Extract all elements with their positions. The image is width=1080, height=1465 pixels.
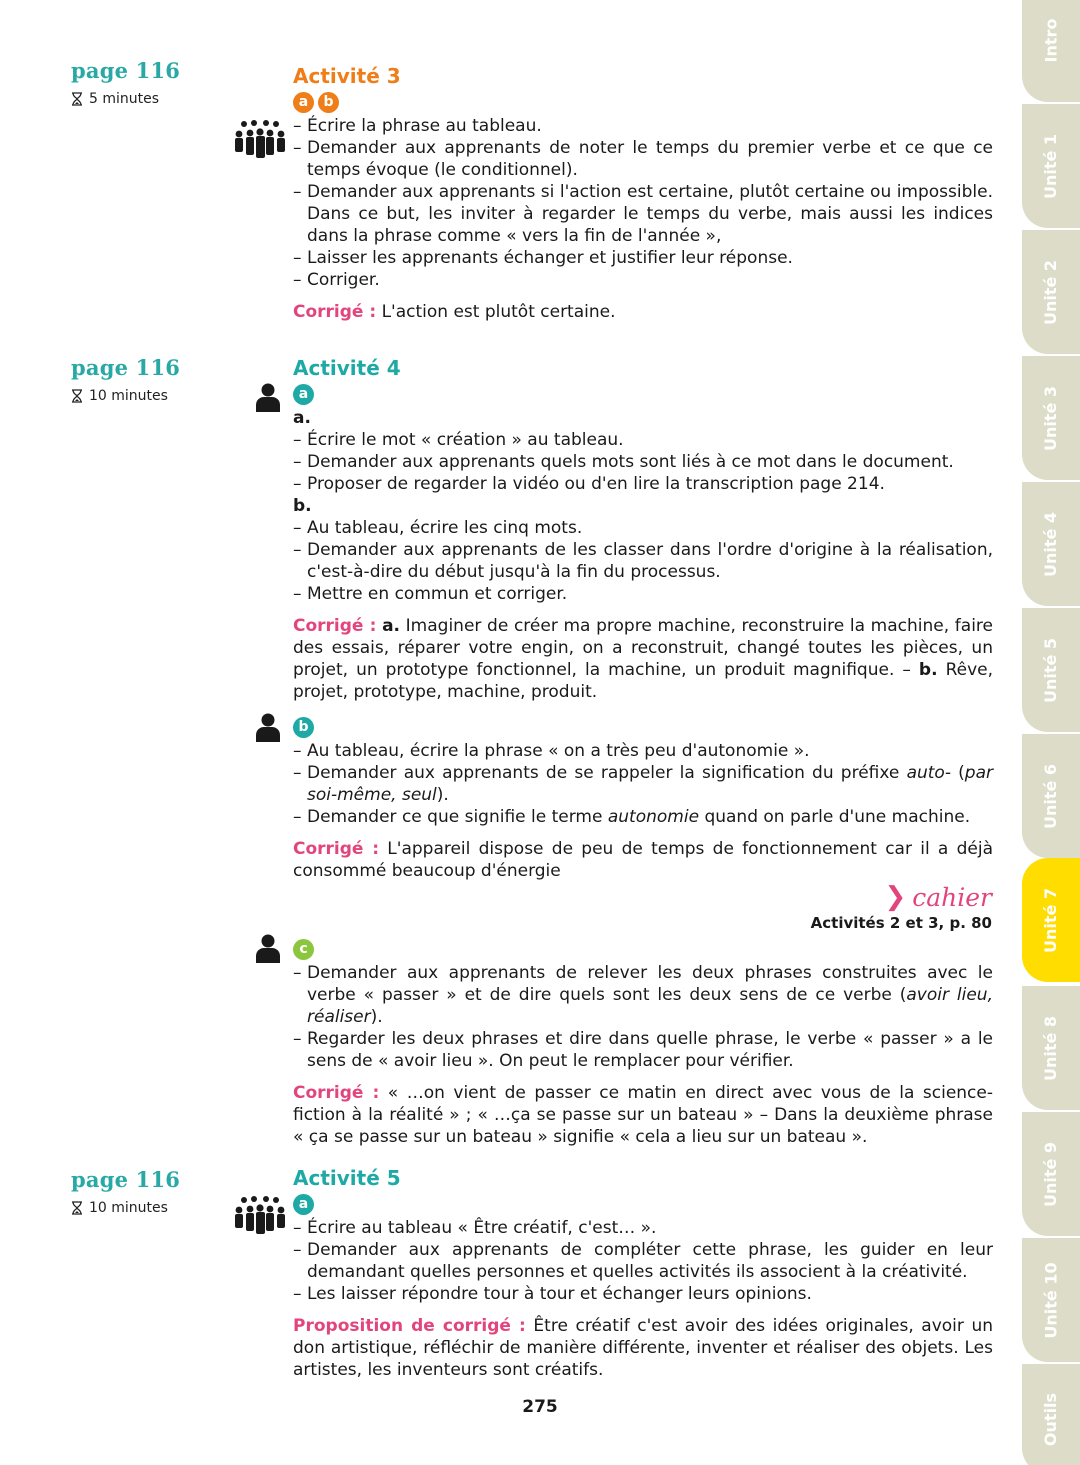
text-run: ).: [436, 785, 449, 805]
duration-text: 10 minutes: [89, 388, 168, 404]
corrige-text: « …on vient de passer ce matin en direct avec vous de la science-fiction à la réalité » ; « …ça se passe sur un bateau » – Dans la deuxième phrase « ça se passe sur un bateau » signifie « cela a lieu sur un bateau ».: [293, 1083, 993, 1147]
tab-unite-6[interactable]: [1022, 734, 1080, 858]
instruction-list: [293, 429, 993, 495]
exercise-markers: [293, 92, 993, 113]
tab-unite-4[interactable]: [1022, 482, 1080, 606]
list-item: [293, 962, 993, 1028]
exercise-markers: [293, 939, 993, 960]
group-icon: [235, 1196, 285, 1236]
corrige-label: Corrigé :: [293, 302, 377, 322]
text-run: ).: [370, 1007, 383, 1027]
exercise-marker-b: b: [318, 92, 339, 113]
corrige-text: Rêve, projet, prototype, machine, produit.: [293, 660, 994, 702]
hourglass-icon: [71, 92, 83, 106]
list-item: – Regarder les deux phrases et dire dans quelle phrase, le verbe « passer » a le sens de « avoir lieu ». On peut le remplacer pour vérifier.: [293, 1028, 993, 1072]
list-item: – Demander aux apprenants de compléter cette phrase, les guider en leur demandant quelles personnes et quelles activités ils associent à la créativité.: [293, 1239, 993, 1283]
cahier-label: [811, 882, 992, 912]
text-run-italic: par soi-même, seul: [307, 763, 993, 805]
page-reference: page 116: [71, 1167, 181, 1192]
corrige-label: Corrigé :: [293, 1083, 380, 1103]
text-run-italic: autonomie: [607, 807, 700, 827]
list-item: – Corriger.: [293, 269, 993, 291]
sub-heading: b.: [293, 496, 312, 516]
tab-unite-9[interactable]: [1022, 1112, 1080, 1236]
tab-label: Unité 4: [1041, 511, 1061, 577]
text-run: quand on parle d'une machine.: [699, 807, 971, 827]
exercise-marker-b: b: [293, 717, 314, 738]
tab-label: Unité 6: [1041, 763, 1061, 829]
duration-text: 5 minutes: [89, 91, 160, 107]
activity-title: Activité 3: [293, 64, 401, 88]
text-run: (: [950, 763, 965, 783]
text-run: Demander ce que signifie le terme: [307, 807, 608, 827]
list-item: – Mettre en commun et corriger.: [293, 583, 993, 605]
page-number: 275: [522, 1397, 558, 1417]
instruction-list: [293, 740, 993, 828]
list-item: – Les laisser répondre tour à tour et échanger leurs opinions.: [293, 1283, 993, 1305]
tab-outils[interactable]: [1022, 1364, 1080, 1465]
tab-unite-7[interactable]: [1022, 858, 1080, 982]
list-item: [293, 806, 993, 828]
tab-label: Unité 8: [1041, 1015, 1061, 1081]
sub-heading: a.: [293, 408, 311, 428]
corrige-label: Proposition de corrigé :: [293, 1316, 526, 1336]
tab-unite-3[interactable]: [1022, 356, 1080, 480]
tab-label: Unité 2: [1041, 259, 1061, 325]
instruction-list: [293, 517, 993, 605]
tab-label: Intro: [1041, 18, 1061, 62]
list-item: – Écrire le mot « création » au tableau.: [293, 429, 993, 451]
activity-title: Activité 5: [293, 1166, 401, 1190]
tab-unite-1[interactable]: [1022, 104, 1080, 228]
tab-label: Unité 5: [1041, 637, 1061, 703]
instruction-list: [293, 1217, 993, 1305]
corrige: [293, 1082, 993, 1148]
list-item: – Au tableau, écrire la phrase « on a très peu d'autonomie ».: [293, 740, 993, 762]
tab-unite-5[interactable]: [1022, 608, 1080, 732]
list-item: – Demander aux apprenants de noter le temps du premier verbe et ce que ce temps évoque (le conditionnel).: [293, 137, 993, 181]
instruction-list: [293, 115, 993, 291]
chevron-right-icon: ❯: [884, 882, 907, 912]
exercise-markers: [293, 717, 993, 738]
text-run-italic: avoir lieu, réaliser: [307, 985, 993, 1027]
list-item: – Proposer de regarder la vidéo ou d'en lire la transcription page 214.: [293, 473, 993, 495]
tab-label: Unité 10: [1041, 1261, 1061, 1339]
activity-title: Activité 4: [293, 356, 401, 380]
list-item: – Demander aux apprenants si l'action est certaine, plutôt certaine ou impossible. Dans ce but, les inviter à regarder le temps du verbe, mais aussi les indices dans la phrase comme « vers la fin de l'année »,: [293, 181, 993, 247]
duration: [71, 1200, 180, 1216]
instruction-list: [293, 962, 993, 1072]
tab-label: Unité 1: [1041, 133, 1061, 199]
list-item: – Au tableau, écrire les cinq mots.: [293, 517, 993, 539]
text-run: Demander aux apprenants de se rappeler la signification du préfixe: [307, 763, 907, 783]
page-reference: page 116: [71, 355, 181, 380]
unit-tabs: [1022, 0, 1080, 1465]
duration: [71, 388, 180, 404]
single-person-icon: [256, 934, 280, 963]
exercise-marker-a: a: [293, 384, 314, 405]
corrige-text: L'appareil dispose de peu de temps de fonctionnement car il a déjà consommé beaucoup d'énergie: [293, 839, 994, 881]
tab-label: Unité 7: [1041, 887, 1061, 953]
section-meta: [71, 58, 180, 107]
hourglass-icon: [71, 1201, 83, 1215]
exercise-markers: [293, 1194, 993, 1215]
activity-3: [293, 63, 993, 323]
list-item: – Écrire au tableau « Être créatif, c'est… ».: [293, 1217, 993, 1239]
text-run-italic: auto-: [906, 763, 951, 783]
list-item: – Écrire la phrase au tableau.: [293, 115, 993, 137]
hourglass-icon: [71, 389, 83, 403]
tab-label: Unité 9: [1041, 1141, 1061, 1207]
tab-unite-10[interactable]: [1022, 1238, 1080, 1362]
tab-label: Unité 3: [1041, 385, 1061, 451]
activity-5: [293, 1165, 993, 1381]
corrige: [293, 838, 993, 882]
activity-4: [293, 355, 993, 882]
corrige-part-label: b.: [918, 660, 938, 680]
cahier-activities: Activités 2 et 3, p. 80: [810, 914, 992, 932]
corrige-text: Imaginer de créer ma propre machine, reconstruire la machine, faire des essais, réparer votre engin, on a reconstruit, changé toutes les pièces, un projet, un prototype fonctionnel, la machine, un produit magnifique. –: [293, 616, 993, 680]
exercise-marker-a: a: [293, 92, 314, 113]
section-meta: [71, 1167, 180, 1216]
corrige-label: Corrigé :: [293, 616, 377, 636]
single-person-icon: [256, 713, 280, 742]
tab-unite-2[interactable]: [1022, 230, 1080, 354]
duration: [71, 91, 180, 107]
tab-intro[interactable]: [1022, 0, 1080, 102]
cahier-word: cahier: [912, 882, 992, 912]
corrige-part-label: a.: [382, 616, 401, 636]
tab-label: Outils: [1041, 1392, 1061, 1446]
corrige-label: Corrigé :: [293, 839, 380, 859]
cahier-reference: [811, 882, 992, 932]
list-item: – Laisser les apprenants échanger et justifier leur réponse.: [293, 247, 993, 269]
group-icon: [235, 120, 285, 160]
exercise-marker-a: a: [293, 1194, 314, 1215]
list-item: – Demander aux apprenants de les classer dans l'ordre d'origine à la réalisation, c'est-à-dire du début jusqu'à la fin du processus.: [293, 539, 993, 583]
duration-text: 10 minutes: [89, 1200, 168, 1216]
text-run: Demander aux apprenants de relever les deux phrases construites avec le verbe « passer » et de dire quels sont les deux sens de ce verbe (: [307, 963, 993, 1005]
exercise-markers: [293, 384, 993, 405]
list-item: – Demander aux apprenants quels mots sont liés à ce mot dans le document.: [293, 451, 993, 473]
activity-4-part-c: [293, 936, 993, 1148]
single-person-icon: [256, 383, 280, 412]
corrige-text: Être créatif c'est avoir des idées originales, avoir un don artistique, réfléchir de manière différente, inventer et réaliser des objets. Les artistes, les inventeurs sont créatifs.: [293, 1316, 994, 1380]
corrige-text: L'action est plutôt certaine.: [381, 302, 616, 322]
corrige: [293, 615, 993, 703]
exercise-marker-c: c: [293, 939, 314, 960]
corrige: [293, 301, 993, 323]
corrige: [293, 1315, 993, 1381]
page-reference: page 116: [71, 58, 181, 83]
section-meta: [71, 355, 180, 404]
list-item: [293, 762, 993, 806]
tab-unite-8[interactable]: [1022, 986, 1080, 1110]
